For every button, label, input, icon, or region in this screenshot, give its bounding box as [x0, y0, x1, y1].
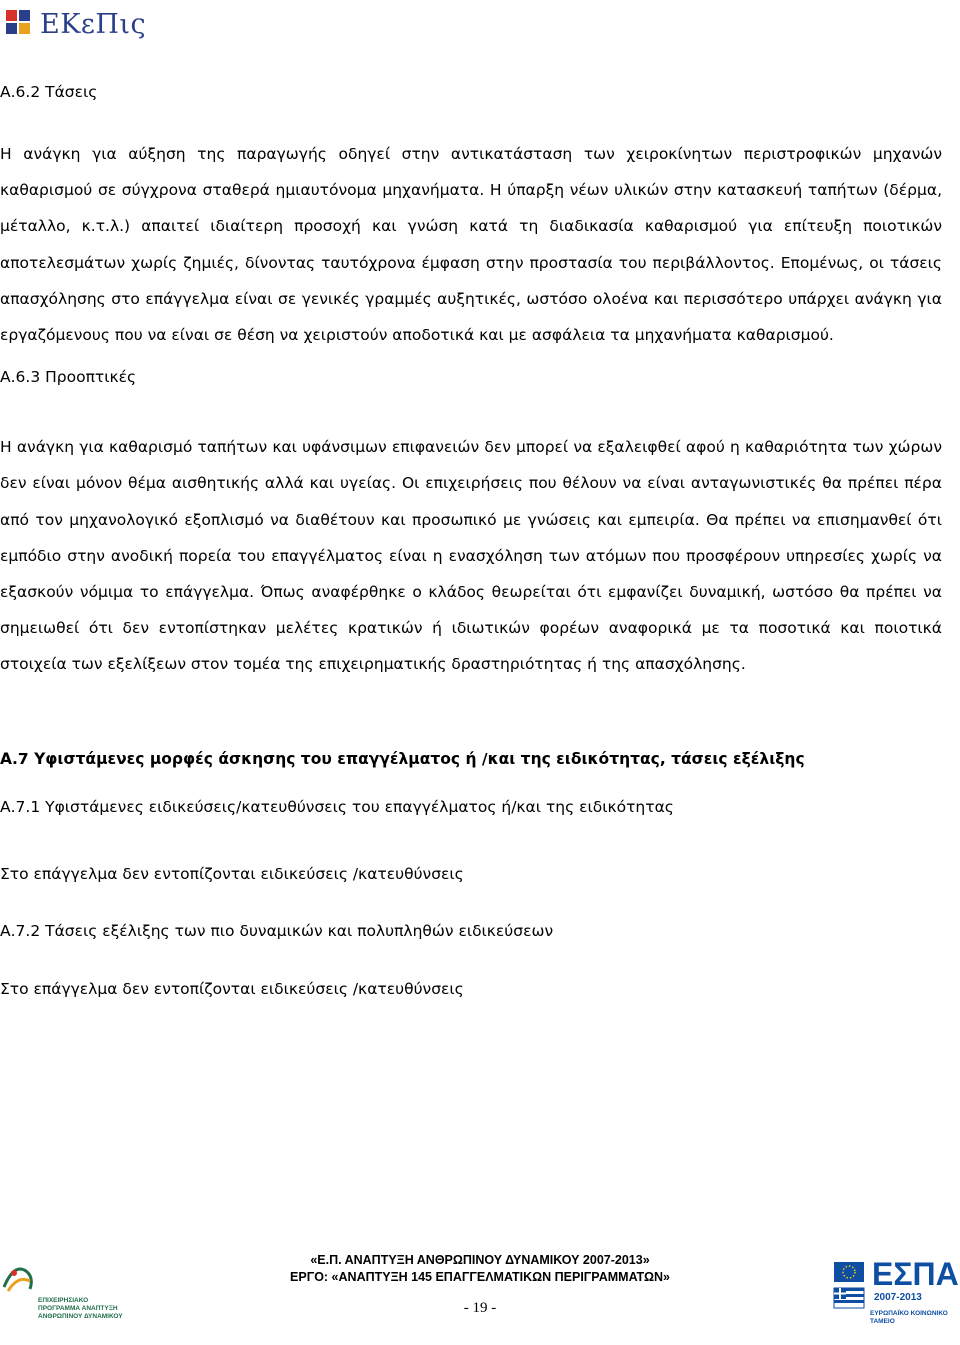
document-body — [0, 82, 942, 999]
section-a63-text-b: Οι επιχειρήσεις που θέλουν να είναι ανταγωνιστικές θα πρέπει πέρα από τον μηχανολογικό εξοπλισμό να διαθέτουν και προσωπικό με γνώσεις και εμπειρία. — [0, 474, 942, 529]
page-number: - 19 - — [463, 1300, 497, 1316]
ekepis-logo — [4, 4, 146, 44]
section-a63-text-c: Θα πρέπει να επισημανθεί ότι εμπόδιο στην ανοδική πορεία του επαγγέλματος είναι η ενασχόληση των ατόμων που προσφέρουν υπηρεσίες χωρίς να εξασκούν νόμιμα το επάγγελμα. — [0, 510, 942, 602]
footer-project-text — [190, 1252, 770, 1286]
section-a71-text: Στο επάγγελμα δεν εντοπίζονται ειδικεύσεις /κατευθύνσεις — [0, 864, 464, 883]
espa-wordmark: ΕΣΠΑ — [872, 1256, 959, 1292]
section-a63-text-a: Η ανάγκη για καθαρισμό ταπήτων και υφάνσιμων επιφανειών δεν μπορεί να εξαλειφθεί αφού η καθαριότητα των χώρων δεν είναι μόνον θέμα αισθητικής αλλά και υγείας. — [0, 438, 942, 493]
operational-programme-logo — [0, 1257, 135, 1323]
section-a72-text: Στο επάγγελμα δεν εντοπίζονται ειδικεύσεις /κατευθύνσεις — [0, 979, 464, 998]
section-a62-text-a: Η ανάγκη για αύξηση της παραγωγής οδηγεί στην αντικατάσταση των χειροκίνητων περιστροφικών μηχανών καθαρισμού σε σύγχρονα σταθερά ημιαυτόνομα μηχανήματα. Η ύπαρξη νέων υλικών στην κατασκευή ταπήτων (δέρμα, μέταλλο, κ.τ.λ.) απαιτεί ιδιαίτερη προσοχή και γνώση κατά τη διαδικασία καθαρισμού για επίτευξη ποιοτικών αποτελεσμάτων χωρίς ζημιές, δίνοντας ταυτόχρονα έμφαση στην προστασία του περιβάλλοντος. — [0, 145, 942, 272]
op-logo-mark-icon — [0, 1257, 40, 1297]
espa-logo — [832, 1254, 958, 1330]
espa-caption: ΕΥΡΩΠΑΪΚΟ ΚΟΙΝΩΝΙΚΟ ΤΑΜΕΙΟ — [870, 1310, 948, 1325]
section-a71-title: Α.7.1 Υφιστάμενες ειδικεύσεις/κατευθύνσεις του επαγγέλματος ή/και της ειδικότητας — [0, 797, 674, 816]
section-a63-text-d: Όπως αναφέρθηκε ο κλάδος θεωρείται ότι εμφανίζει δυναμική, ωστόσο θα πρέπει να σημειωθεί ότι δεν εντοπίστηκαν μελέτες κρατικών ή ιδιωτικών φορέων αναφορικά με τα ποσοτικά και ποιοτικά στοιχεία των εξελίξεων στον τομέα της επιχειρηματικής δραστηριότητας ή της απασχόλησης. — [0, 583, 943, 674]
footer-line-1: «Ε.Π. ΑΝΑΠΤΥΞΗ ΑΝΘΡΩΠΙΝΟΥ ΔΥΝΑΜΙΚΟΥ 2007-2013» — [310, 1253, 650, 1267]
section-a72-title: Α.7.2 Τάσεις εξέλιξης των πιο δυναμικών και πολυπληθών ειδικεύσεων — [0, 921, 554, 940]
espa-flags-icon — [832, 1260, 868, 1316]
section-a63-paragraph — [0, 429, 942, 682]
page-footer — [0, 1252, 960, 1332]
ekepis-logo-text: ΕΚεΠις — [40, 8, 147, 40]
section-a62-text-b: Επομένως, οι τάσεις απασχόλησης στο επάγγελμα είναι σε γενικές γραμμές αυξητικές, ωστόσο ολοένα και περισσότερο υπάρχει ανάγκη για εργαζόμενους που να είναι σε θέση να χειριστούν αποδοτικά και με ασφάλεια τα μηχανήματα καθαρισμού. — [0, 253, 942, 345]
section-a62-title: Α.6.2 Τάσεις — [0, 83, 98, 101]
section-a62-paragraph — [0, 136, 942, 353]
footer-line-2: ΕΡΓΟ: «ΑΝΑΠΤΥΞΗ 145 ΕΠΑΓΓΕΛΜΑΤΙΚΩΝ ΠΕΡΙΓΡΑΜΜΑΤΩΝ» — [290, 1270, 670, 1284]
espa-years: 2007-2013 — [874, 1292, 922, 1303]
op-logo-caption: ΕΠΙΧΕΙΡΗΣΙΑΚΟ ΠΡΟΓΡΑΜΜΑ ΑΝΑΠΤΥΞΗ ΑΝΘΡΩΠΙΝΟΥ ΔΥΝΑΜΙΚΟΥ — [38, 1297, 123, 1320]
section-a7-title: Α.7 Υφιστάμενες μορφές άσκησης του επαγγέλματος ή /και της ειδικότητας, τάσεις εξέλιξης — [0, 749, 805, 768]
ekepis-logo-mark-icon — [4, 7, 38, 41]
section-a63-title: Α.6.3 Προοπτικές — [0, 368, 137, 387]
